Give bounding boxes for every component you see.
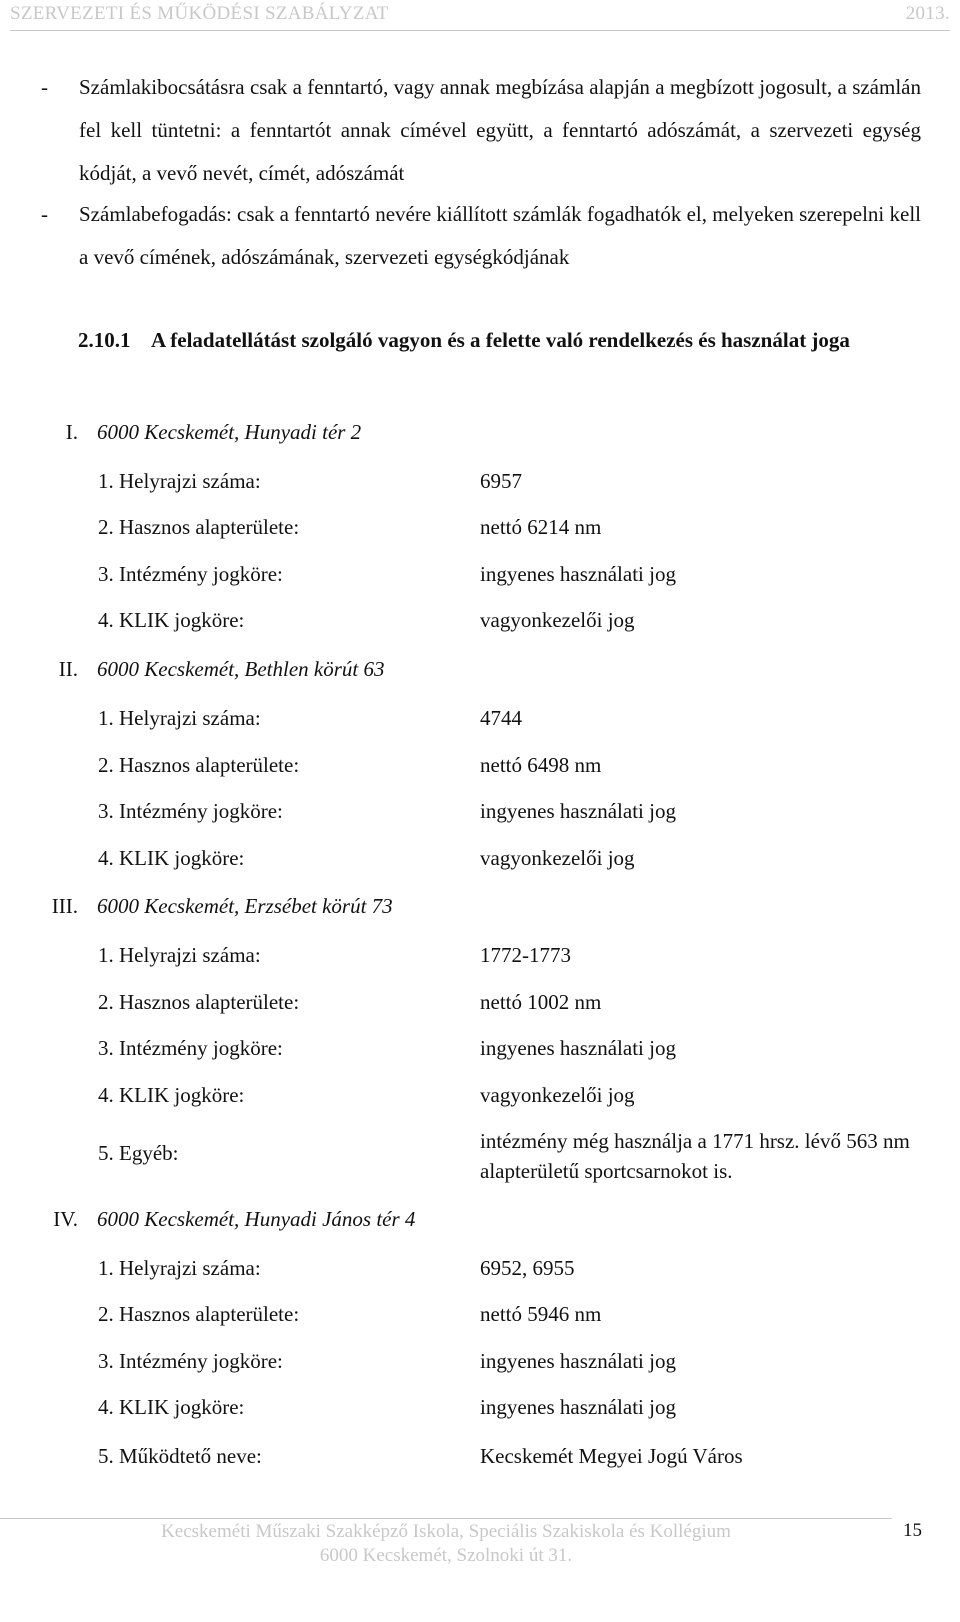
row-value: ingyenes használati jog bbox=[480, 799, 676, 823]
row-value: ingyenes használati jog bbox=[480, 1036, 676, 1060]
footer-institution: Kecskeméti Műszaki Szakképző Iskola, Speciális Szakiskola és Kollégium bbox=[161, 1521, 731, 1542]
row-label: 4. KLIK jogköre: bbox=[98, 1395, 245, 1419]
row-value: vagyonkezelői jog bbox=[480, 1083, 635, 1107]
row-label: 1. Helyrajzi száma: bbox=[98, 706, 261, 730]
row-label: 3. Intézmény jogköre: bbox=[98, 1036, 283, 1060]
bullet-text: Számlabefogadás: csak a fenntartó nevére kiállított számlák fogadhatók el, melyeken szerepelni kell a vevő címének, adószámának, szervezeti egységkódjának bbox=[79, 202, 921, 269]
location-address: 6000 Kecskemét, Hunyadi tér 2 bbox=[97, 420, 362, 444]
row-label: 4. KLIK jogköre: bbox=[98, 1083, 245, 1107]
row-value: nettó 6498 nm bbox=[480, 753, 602, 777]
row-label: 3. Intézmény jogköre: bbox=[98, 1349, 283, 1373]
footer-address: 6000 Kecskemét, Szolnoki út 31. bbox=[319, 1545, 573, 1566]
header-title: SZERVEZETI ÉS MŰKÖDÉSI SZABÁLYZAT bbox=[10, 3, 389, 24]
bullet-dash: - bbox=[41, 75, 48, 99]
location-address: 6000 Kecskemét, Bethlen körút 63 bbox=[97, 657, 385, 681]
row-value: ingyenes használati jog bbox=[480, 1395, 676, 1419]
row-value: ingyenes használati jog bbox=[480, 1349, 676, 1373]
page-number: 15 bbox=[903, 1520, 922, 1541]
roman-numeral: II. bbox=[58, 657, 78, 681]
bullet-dash: - bbox=[41, 202, 48, 226]
row-label: 2. Hasznos alapterülete: bbox=[98, 1302, 300, 1326]
row-value: 1772-1773 bbox=[480, 943, 571, 967]
row-value: vagyonkezelői jog bbox=[480, 846, 635, 870]
row-label: 4. KLIK jogköre: bbox=[98, 846, 245, 870]
section-title: A feladatellátást szolgáló vagyon és a felette való rendelkezés és használat joga bbox=[151, 328, 850, 352]
footer-divider bbox=[0, 1518, 892, 1519]
row-value: Kecskemét Megyei Jogú Város bbox=[480, 1444, 743, 1468]
row-value: ingyenes használati jog bbox=[480, 562, 676, 586]
row-value: nettó 6214 nm bbox=[480, 515, 602, 539]
row-label: 1. Helyrajzi száma: bbox=[98, 943, 261, 967]
row-value: nettó 5946 nm bbox=[480, 1302, 602, 1326]
row-label: 3. Intézmény jogköre: bbox=[98, 799, 283, 823]
row-value: vagyonkezelői jog bbox=[480, 608, 635, 632]
row-label: 2. Hasznos alapterülete: bbox=[98, 753, 300, 777]
section-number: 2.10.1 bbox=[78, 328, 131, 352]
location-address: 6000 Kecskemét, Hunyadi János tér 4 bbox=[97, 1207, 416, 1231]
row-value: 6957 bbox=[480, 469, 522, 493]
page-header bbox=[10, 0, 950, 31]
row-value: 4744 bbox=[480, 706, 522, 730]
section-heading bbox=[78, 326, 938, 355]
row-label: 2. Hasznos alapterülete: bbox=[98, 515, 300, 539]
row-value: intézmény még használja a 1771 hrsz. lévő 563 nm alapterületű sportcsarnokot is. bbox=[480, 1129, 910, 1183]
header-year: 2013. bbox=[905, 3, 950, 24]
location-address: 6000 Kecskemét, Erzsébet körút 73 bbox=[97, 894, 393, 918]
row-value: 6952, 6955 bbox=[480, 1256, 575, 1280]
roman-numeral: IV. bbox=[53, 1207, 78, 1231]
row-value: nettó 1002 nm bbox=[480, 990, 602, 1014]
bullet-item bbox=[41, 193, 921, 279]
roman-numeral: III. bbox=[51, 894, 78, 918]
row-label: 1. Helyrajzi száma: bbox=[98, 1256, 261, 1280]
row-label: 1. Helyrajzi száma: bbox=[98, 469, 261, 493]
row-label: 5. Működtető neve: bbox=[98, 1444, 262, 1468]
row-label: 3. Intézmény jogköre: bbox=[98, 562, 283, 586]
roman-numeral: I. bbox=[65, 420, 78, 444]
bullet-item bbox=[41, 66, 921, 195]
row-label: 5. Egyéb: bbox=[98, 1141, 179, 1165]
bullet-text: Számlakibocsátásra csak a fenntartó, vagy annak megbízása alapján a megbízott jogosult, a számlán fel kell tüntetni: a fenntartót annak címével együtt, a fenntartó adószámát, a szervezeti egység kódját, a vevő nevét, címét, adószámát bbox=[79, 75, 921, 185]
row-label: 2. Hasznos alapterülete: bbox=[98, 990, 300, 1014]
row-label: 4. KLIK jogköre: bbox=[98, 608, 245, 632]
